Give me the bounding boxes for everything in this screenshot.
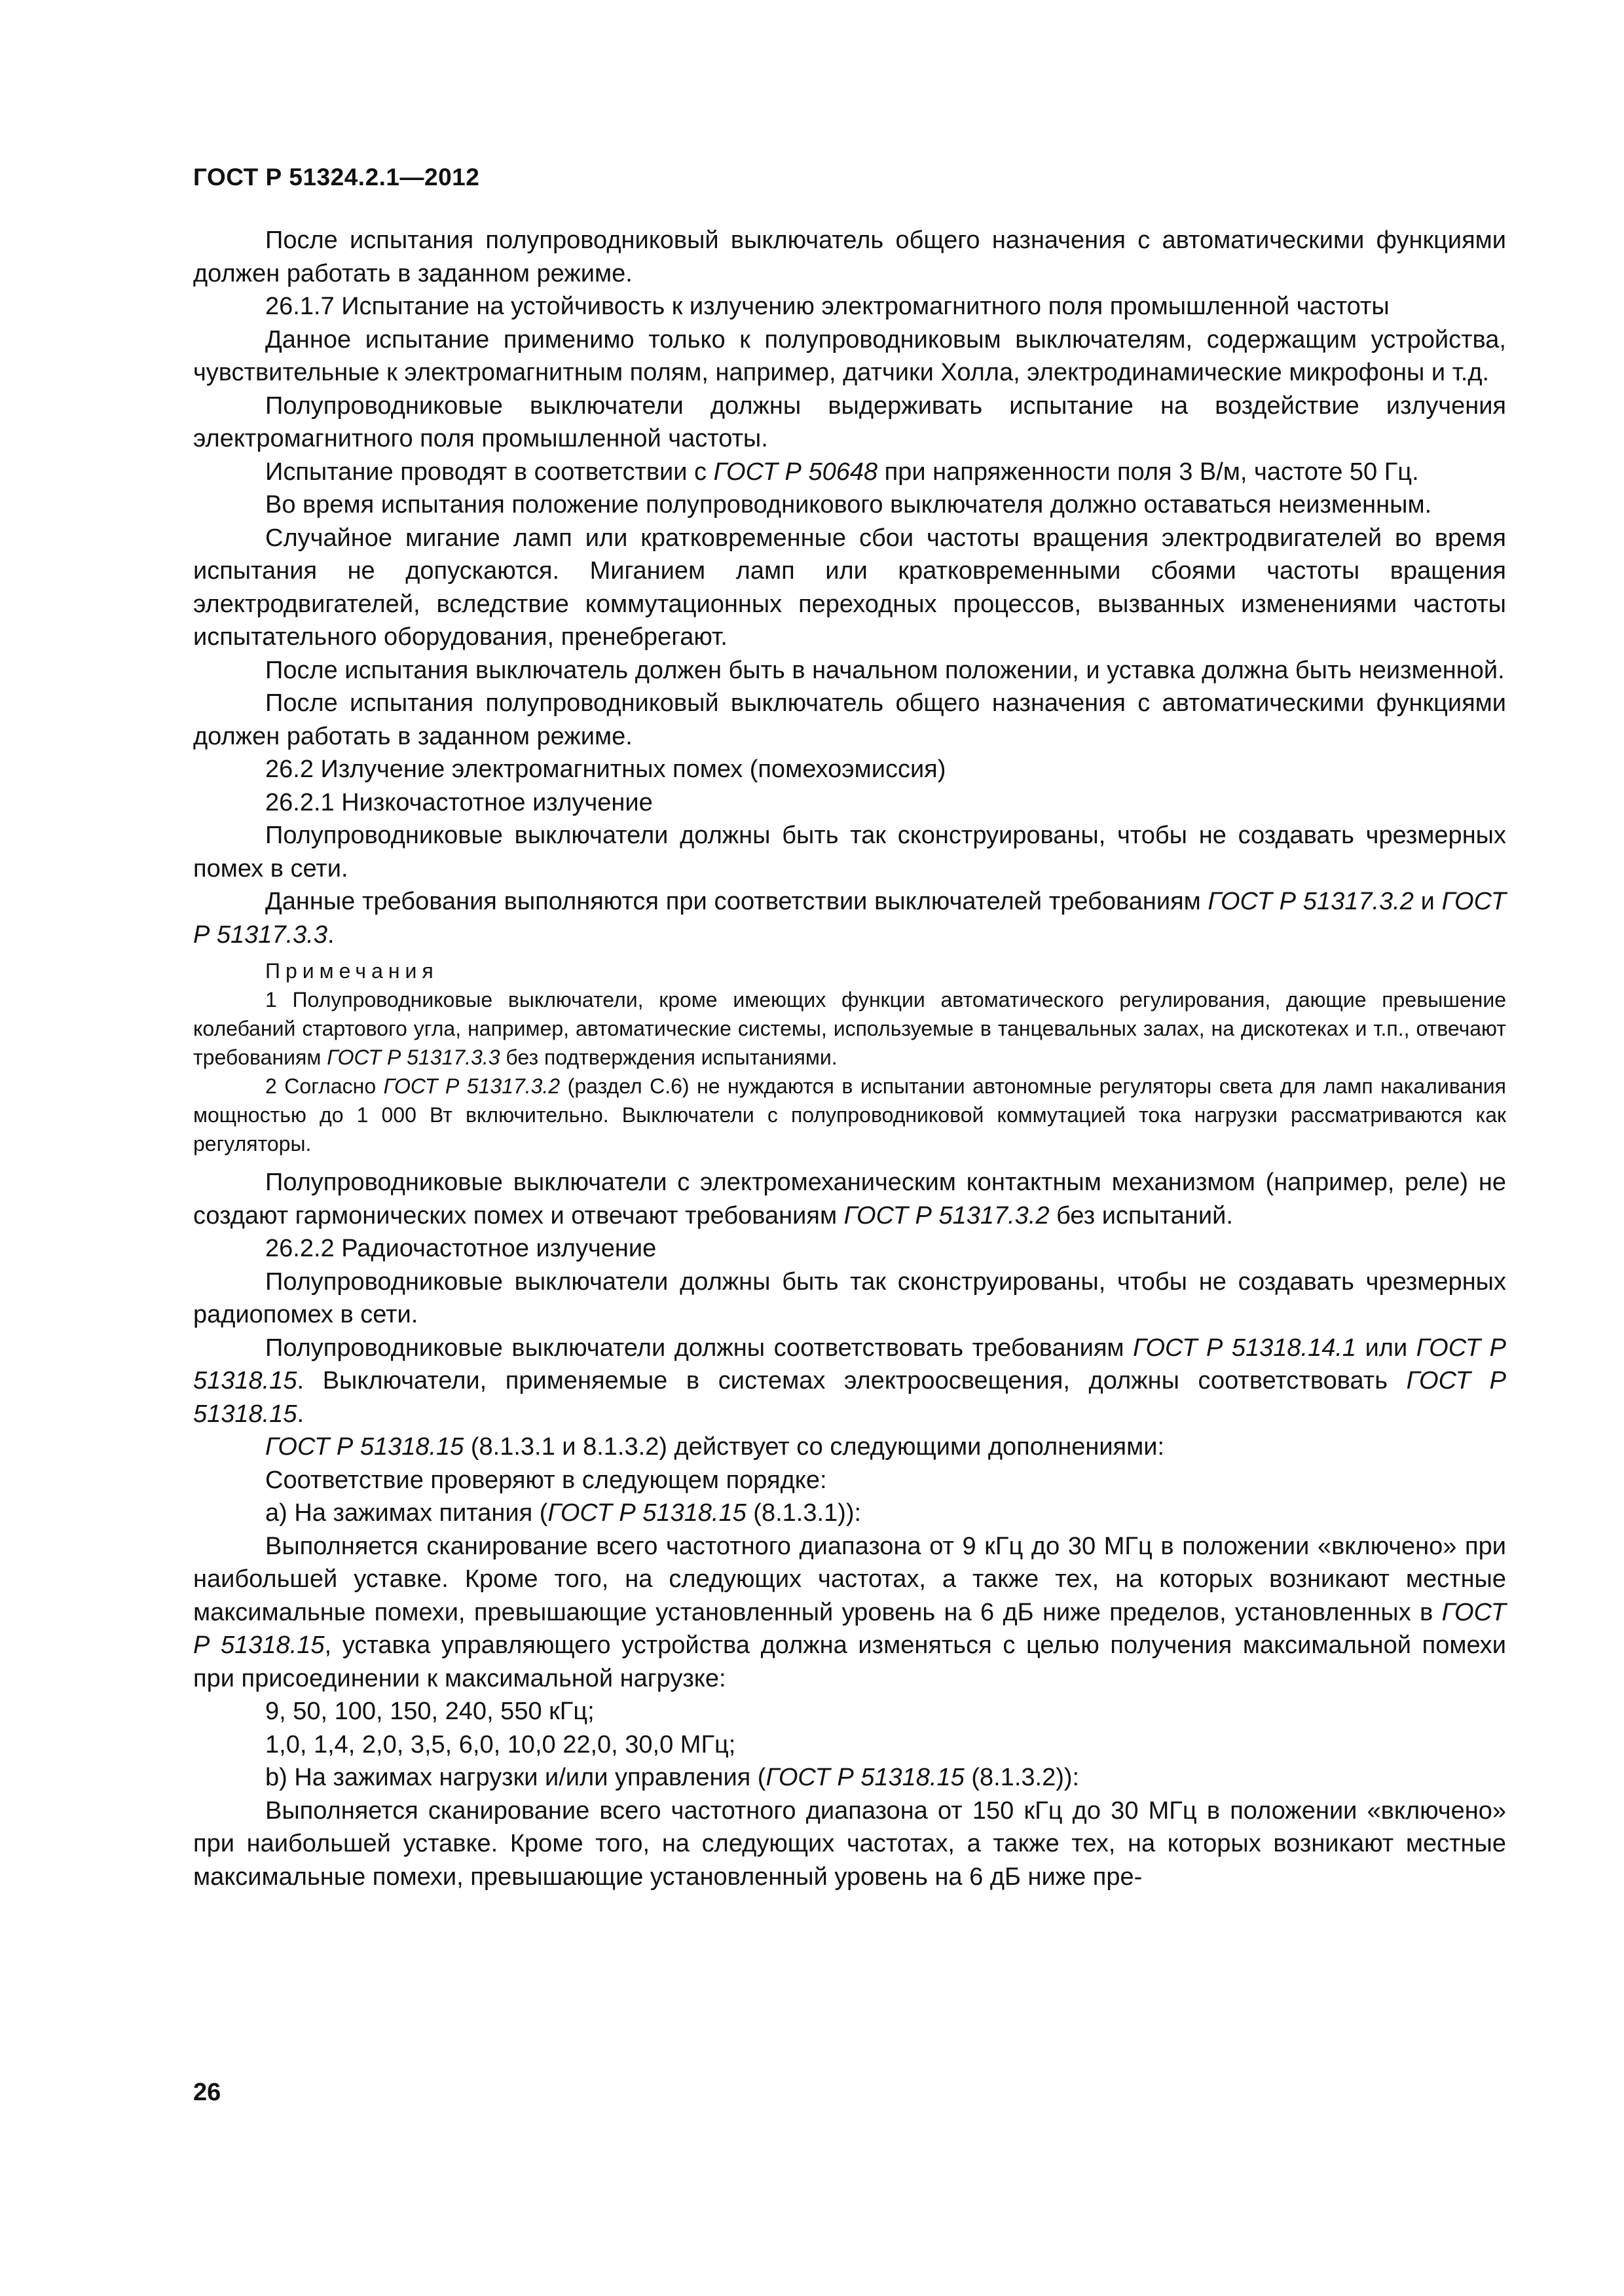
- text-run: (8.1.3.1)):: [746, 1499, 862, 1527]
- paragraph: Данное испытание применимо только к полупроводниковым выключателям, содержащим устройства, чувствительные к электромагнитным полям, например, датчики Холла, электродинамические микрофоны и т.д.: [193, 325, 1506, 386]
- standard-reference: ГОСТ Р 51317.3.3: [327, 1046, 500, 1069]
- text-run: Полупроводниковые выключатели должны соответствовать требованиям: [265, 1334, 1134, 1362]
- frequency-list-mhz: 1,0, 1,4, 2,0, 3,5, 6,0, 10,0 22,0, 30,0 МГц;: [265, 1730, 736, 1758]
- paragraph: Полупроводниковые выключатели должны быть так сконструированы, чтобы не создавать чрезмерных радиопомех в сети.: [193, 1267, 1506, 1328]
- paragraph-lf-requirements: [193, 885, 1506, 951]
- text-run: .: [297, 1400, 304, 1428]
- paragraph-rf-requirements: [193, 1332, 1506, 1431]
- text-run: 2 Согласно: [265, 1074, 384, 1098]
- list-item-b: [193, 1761, 1506, 1795]
- section-heading-26-2: 26.2 Излучение электромагнитных помех (помехоэмиссия): [265, 756, 946, 783]
- paragraph-scan-a: [193, 1530, 1506, 1696]
- text-run: (8.1.3.2)):: [964, 1764, 1080, 1791]
- text-run: без подтверждения испытаниями.: [500, 1046, 838, 1069]
- text-run: .: [327, 920, 335, 949]
- text-run: 1 Полупроводниковые выключатели, кроме имеющих функции автоматического регулирования, дающие превышение колебаний стартового угла, например, автоматические системы, используемые в танцевальных залах, на дискотеках и т.п., отвечают требованиям: [193, 988, 1506, 1069]
- paragraph: После испытания выключатель должен быть в начальном положении, и уставка должна быть неизменной.: [265, 656, 1505, 684]
- paragraph-test-method: [193, 456, 1506, 489]
- text-run: а) На зажимах питания (: [265, 1499, 548, 1527]
- paragraph-electromechanical: [193, 1166, 1506, 1232]
- text-run: , уставка управляющего устройства должна изменяться с целью получения максимальной помехи при присоединении к максимальной нагрузке:: [193, 1631, 1506, 1692]
- standard-reference: ГОСТ Р 51318.14.1: [1133, 1334, 1357, 1362]
- text-run: . Выключатели, применяемые в системах электроосвещения, должны соответствовать: [297, 1367, 1407, 1394]
- notes-title: Примечания: [265, 959, 439, 983]
- paragraph: После испытания полупроводниковый выключатель общего назначения с автоматическими функциями должен работать в заданном режиме.: [193, 689, 1506, 750]
- document-header: ГОСТ Р 51324.2.1—2012: [193, 164, 480, 191]
- text-run: (раздел С.6) не нуждаются в испытании автономные регуляторы света для ламп накаливания мощностью до 1 000 Вт включительно. Выключатели с полупроводниковой коммутацией тока нагрузки рассматриваются как регуляторы.: [193, 1074, 1507, 1156]
- text-run: Полупроводниковые выключатели с электромеханическим контактным механизмом (например, реле) не создают гармонических помех и отвечают требованиям: [193, 1169, 1506, 1230]
- list-item-a: [193, 1497, 1506, 1530]
- text-run: Данные требования выполняются при соответствии выключателей требованиям: [265, 888, 1208, 915]
- paragraph-scan-b: Выполняется сканирование всего частотного диапазона от 150 кГц до 30 МГц в положении «включено» при наибольшей уставке. Кроме того, на следующих частотах, а также тех, на которых возникают местные максимальные помехи, превышающие установленный уровень на 6 дБ ниже пре-: [193, 1796, 1506, 1891]
- standard-reference: ГОСТ Р 51318.15: [193, 1334, 1506, 1394]
- section-heading-26-1-7: 26.1.7 Испытание на устойчивость к излучению электромагнитного поля промышленной частоты: [265, 293, 1390, 320]
- paragraph: После испытания полупроводниковый выключатель общего назначения с автоматическими функциями должен работать в заданном режиме.: [193, 227, 1506, 287]
- page-number: 26: [193, 2079, 221, 2106]
- standard-reference: ГОСТ Р 51318.15: [766, 1764, 965, 1791]
- note-2: [193, 1072, 1506, 1158]
- standard-reference: ГОСТ Р 51317.3.2: [383, 1074, 561, 1098]
- frequency-list-khz: 9, 50, 100, 150, 240, 550 кГц;: [265, 1698, 595, 1725]
- text-run: b) На зажимах нагрузки и/или управления (: [265, 1764, 766, 1791]
- text-run: Выполняется сканирование всего частотного диапазона от 9 кГц до 30 МГц в положении «включено» при наибольшей уставке. Кроме того, на следующих частотах, а также тех, на которых возникают местные максимальные помехи, превышающие установленный уровень на 6 дБ ниже пределов, установленных в: [193, 1532, 1506, 1626]
- section-heading-26-2-1: 26.2.1 Низкочастотное излучение: [265, 788, 653, 816]
- text-run: без испытаний.: [1049, 1201, 1233, 1230]
- text-run: Испытание проводят в соответствии с: [265, 458, 714, 486]
- note-1: [193, 985, 1506, 1072]
- text-run: или: [1356, 1334, 1416, 1362]
- paragraph: Полупроводниковые выключатели должны быть так сконструированы, чтобы не создавать чрезмерных помех в сети.: [193, 822, 1506, 883]
- standard-reference: ГОСТ Р 51317.3.2: [1208, 888, 1414, 915]
- paragraph: Случайное мигание ламп или кратковременные сбои частоты вращения электродвигателей во время испытания не допускаются. Миганием ламп или кратковременными сбоями частоты вращения электродвигателей, вследствие коммутационных переходных процессов, вызванных изменениями частоты испытательного оборудования, пренебрегают.: [193, 524, 1506, 651]
- notes-block: [193, 957, 1506, 1158]
- paragraph-addenda: [193, 1430, 1506, 1464]
- text-run: и: [1413, 888, 1442, 915]
- standard-reference: ГОСТ Р 51318.15: [547, 1499, 747, 1527]
- paragraph: Полупроводниковые выключатели должны выдерживать испытание на воздействие излучения электромагнитного поля промышленной частоты.: [193, 392, 1506, 452]
- standard-reference: ГОСТ Р 51318.15: [193, 1367, 1506, 1428]
- standard-reference: ГОСТ Р 51317.3.3: [193, 888, 1506, 949]
- standard-reference: ГОСТ Р 51317.3.2: [843, 1201, 1050, 1230]
- standard-reference: ГОСТ Р 51318.15: [265, 1433, 464, 1461]
- section-heading-26-2-2: 26.2.2 Радиочастотное излучение: [265, 1235, 657, 1262]
- text-run: (8.1.3.1 и 8.1.3.2) действует со следующими дополнениями:: [464, 1433, 1165, 1461]
- text-run: при напряженности поля 3 В/м, частоте 50 Гц.: [877, 458, 1419, 486]
- standard-reference: ГОСТ Р 50648: [713, 458, 878, 486]
- document-body: [193, 224, 1506, 1893]
- paragraph-order: Соответствие проверяют в следующем порядке:: [265, 1466, 827, 1494]
- paragraph: Во время испытания положение полупроводникового выключателя должно оставаться неизменным.: [265, 491, 1432, 519]
- standard-reference: ГОСТ Р 51318.15: [193, 1598, 1506, 1659]
